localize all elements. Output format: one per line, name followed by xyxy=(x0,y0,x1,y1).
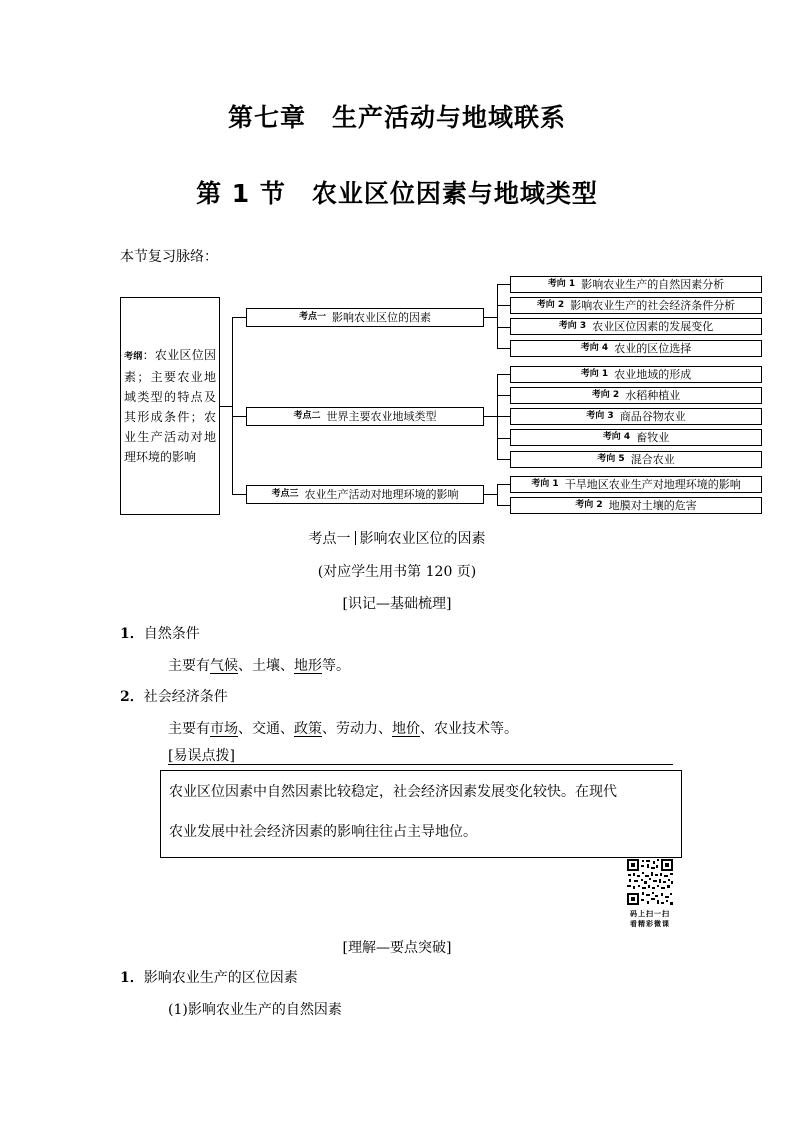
item-text: 商品谷物农业 xyxy=(619,410,686,423)
chapter-title: 第七章 生产活动与地域联系 xyxy=(227,103,566,132)
topic-1-label: 考点一 xyxy=(298,312,326,322)
kaodian-divider xyxy=(355,531,356,545)
outline-item-1-1 xyxy=(510,276,762,293)
section-title: 第 1 节 农业区位因素与地域类型 xyxy=(196,179,598,208)
outline-item-2-1 xyxy=(510,366,762,383)
topic-1-text: 影响农业区位的因素 xyxy=(332,311,431,324)
answer-land-price: 地价 xyxy=(392,721,420,737)
item-2-title: 社会经济条件 xyxy=(143,689,228,705)
item-text: 地膜对土壤的危害 xyxy=(608,499,697,512)
book-page-ref: (对应学生用书第 120 页) xyxy=(317,564,477,580)
qr-caption-line-2: 看精彩微课 xyxy=(630,920,670,928)
understand-item-1-num: 1． xyxy=(120,970,144,986)
item-1-body xyxy=(168,655,350,675)
kaodian-heading xyxy=(0,528,794,548)
text-segment: 、农业技术等。 xyxy=(420,721,518,737)
item-label: 考向 1 xyxy=(547,279,576,289)
item-label: 考向 2 xyxy=(575,500,603,510)
item-label: 考向 3 xyxy=(586,411,614,421)
tip-line-2: 农业发展中社会经济因素的影响往往占主导地位。 xyxy=(169,824,477,840)
item-1-num: 1． xyxy=(120,626,144,642)
answer-market: 市场 xyxy=(210,721,238,737)
understand-item-1 xyxy=(120,967,298,987)
topic-box-1 xyxy=(246,308,484,327)
item-label: 考向 2 xyxy=(591,390,620,400)
topic-2-label: 考点二 xyxy=(293,411,321,421)
topic-3-label: 考点三 xyxy=(271,489,299,499)
item-text: 混合农业 xyxy=(630,453,675,466)
outline-item-1-3 xyxy=(510,318,762,335)
item-text: 农业区位因素的发展变化 xyxy=(592,320,714,333)
tip-line-1: 农业区位因素中自然因素比较稳定，社会经济因素发展变化较快。在现代 xyxy=(169,784,617,800)
topic-box-2 xyxy=(246,407,484,426)
qr-caption xyxy=(616,909,684,929)
item-label: 考向 2 xyxy=(536,300,565,310)
answer-climate: 气候 xyxy=(210,658,238,674)
item-text: 畜牧业 xyxy=(636,431,670,444)
text-segment: 、交通、 xyxy=(238,721,294,737)
outline-item-2-5 xyxy=(510,451,762,468)
understand-item-1-title: 影响农业生产的区位因素 xyxy=(143,970,298,986)
outline-main-label: 考纲 xyxy=(124,352,143,362)
tip-heading: [易误点拨] xyxy=(168,748,235,764)
item-label: 考向 5 xyxy=(597,454,625,464)
item-label: 考向 4 xyxy=(580,343,609,353)
answer-policy: 政策 xyxy=(294,721,322,737)
item-text: 干旱地区农业生产对地理环境的影响 xyxy=(564,478,741,491)
item-text: 水稻种植业 xyxy=(625,389,681,402)
outline-item-1-4 xyxy=(510,340,762,357)
memo-heading: [识记—基础梳理] xyxy=(342,596,452,612)
text-segment: 、土壤、 xyxy=(238,658,294,674)
text-segment: 等。 xyxy=(322,658,350,674)
qr-caption-line-1: 码上扫一扫 xyxy=(630,910,670,918)
outline-main-text: ：农业区位因素；主要农业地域类型的特点及其形成条件；农业生产活动对地理环境的影响 xyxy=(124,348,216,464)
review-outline-label: 本节复习脉络： xyxy=(120,249,218,265)
outline-item-1-2 xyxy=(510,297,762,314)
topic-3-text: 农业生产活动对地理环境的影响 xyxy=(304,488,459,501)
outline-item-2-4 xyxy=(510,429,762,446)
item-label: 考向 3 xyxy=(558,321,587,331)
outline-item-3-1 xyxy=(510,476,762,493)
understand-heading: [理解—要点突破] xyxy=(342,940,452,956)
item-label: 考向 1 xyxy=(531,479,559,489)
text-segment: 主要有 xyxy=(168,721,210,737)
item-label: 考向 4 xyxy=(602,432,631,442)
item-1-title: 自然条件 xyxy=(143,626,200,642)
item-text: 影响农业生产的自然因素分析 xyxy=(581,278,725,291)
item-2-num: 2． xyxy=(120,689,144,705)
item-text: 影响农业生产的社会经济条件分析 xyxy=(570,299,736,312)
item-2-body xyxy=(168,718,518,738)
outline-main-content xyxy=(121,345,219,467)
topic-box-3 xyxy=(246,485,484,504)
item-text: 农业地域的形成 xyxy=(614,368,692,381)
kaodian-title: 影响农业区位的因素 xyxy=(359,531,486,547)
text-segment: 、劳动力、 xyxy=(322,721,392,737)
item-1-heading xyxy=(120,623,200,643)
outline-item-2-2 xyxy=(510,387,762,404)
item-label: 考向 1 xyxy=(580,369,609,379)
tip-heading-rule xyxy=(168,764,673,765)
answer-terrain: 地形 xyxy=(294,658,322,674)
qr-code[interactable] xyxy=(626,858,674,906)
understand-sub-1: (1)影响农业生产的自然因素 xyxy=(168,1002,342,1018)
text-segment: 主要有 xyxy=(168,658,210,674)
tip-box xyxy=(160,770,682,858)
kaodian-label: 考点一 xyxy=(308,531,351,547)
item-2-heading xyxy=(120,686,228,706)
topic-2-text: 世界主要农业地域类型 xyxy=(326,410,437,423)
outline-main-box xyxy=(120,297,220,515)
item-text: 农业的区位选择 xyxy=(614,342,692,355)
qr-code-graphic xyxy=(626,858,674,906)
outline-item-3-2 xyxy=(510,497,762,514)
outline-item-2-3 xyxy=(510,408,762,425)
